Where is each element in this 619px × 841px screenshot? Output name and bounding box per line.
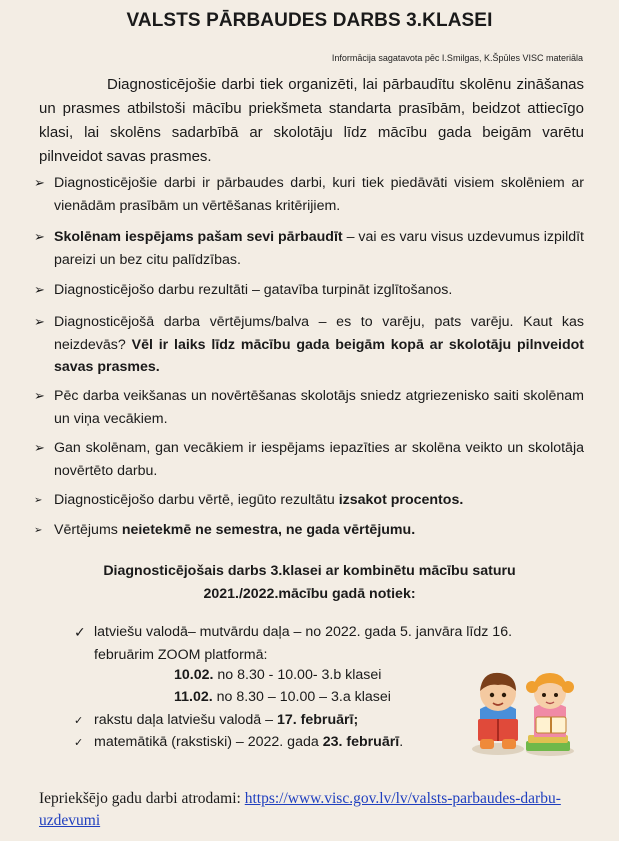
checkmark-icon: ✓: [74, 624, 86, 640]
checkmark-icon: ✓: [74, 715, 84, 727]
archive-link[interactable]: https://www.visc.gov.lv/lv/valsts-parbaudes-darbu-uzdevumi: [39, 790, 561, 829]
check-item: ✓ rakstu daļa latviešu valodā – 17. februārī;: [94, 709, 564, 732]
bullet-item: ➢ Diagnosticējošie darbi ir pārbaudes darbi, kuri tiek piedāvāti visiem skolēniem ar vienādām prasībām un vērtēšanas kritērijiem.: [54, 172, 584, 217]
bullet-item: ➢ Diagnosticējošo darbu rezultāti – gatavība turpināt izglītošanos.: [54, 279, 584, 302]
arrow-bullet-icon: ➢: [34, 282, 45, 297]
schedule-heading-line1: Diagnosticējošais darbs 3.klasei ar kombinētu mācību saturu: [103, 563, 516, 579]
arrow-bullet-icon: ➢: [34, 440, 45, 455]
intro-paragraph: Diagnosticējošie darbi tiek organizēti, lai pārbaudītu skolēnu zināšanas un prasmes atbilstoši mācību priekšmeta standarta prasībām, beidzot attiecīgo klasi, lai skolēns sadarbībā ar skolotāju līdz mācību gada beigām varētu pilnveidot savas prasmes.: [39, 76, 584, 165]
girl-figure: [526, 673, 574, 756]
arrow-bullet-icon: ➢: [34, 229, 45, 244]
reading-kids-illustration: [466, 667, 578, 757]
arrow-bullet-icon: ➢: [34, 525, 43, 536]
check-item: ✓ matemātikā (rakstiski) – 2022. gada 23. februārī.: [94, 731, 564, 754]
session-line: 10.02. no 8.30 - 10.00- 3.b klasei: [174, 667, 382, 683]
check-item: ✓ latviešu valodā– mutvārdu daļa – no 2022. gada 5. janvāra līdz 16. februārim ZOOM platformā:: [94, 621, 564, 666]
schedule-heading-line2: 2021./2022.mācību gadā notiek:: [203, 586, 416, 602]
footer-note: Iepriekšējo gadu darbi atrodami: https://www.visc.gov.lv/lv/valsts-parbaudes-darbu-uzdevumi: [39, 790, 561, 829]
arrow-bullet-icon: ➢: [34, 388, 45, 403]
boy-figure: [472, 673, 524, 755]
bullet-item: ➢ Gan skolēnam, gan vecākiem ir iespējams iepazīties ar skolēna veikto un skolotāja novērtēto darbu.: [54, 437, 584, 482]
checkmark-icon: ✓: [74, 737, 84, 749]
session-line: 11.02. no 8.30 – 10.00 – 3.a klasei: [174, 689, 391, 705]
source-note: Informācija sagatavota pēc I.Smilgas, K.Špūles VISC materiāla: [331, 53, 583, 63]
bullet-item: ➢ Pēc darba veikšanas un novērtēšanas skolotājs sniedz atgriezenisko saiti skolēnam un viņa vecākiem.: [54, 385, 584, 430]
bullet-item: ➢ Vērtējums neietekmē ne semestra, ne gada vērtējumu.: [54, 519, 584, 542]
arrow-bullet-icon: ➢: [34, 314, 45, 329]
page-title: VALSTS PĀRBAUDES DARBS 3.KLASEI: [126, 10, 493, 31]
bullet-item: ➢ Diagnosticējošo darbu vērtē, iegūto rezultātu izsakot procentos.: [54, 489, 584, 512]
bullet-item: ➢ Diagnosticējošā darba vērtējums/balva – es to varēju, pats varēju. Kaut kas neizdevās? Vēl ir laiks līdz mācību gada beigām kopā ar skolotāju pilnveidot savas prasmes.: [54, 311, 584, 379]
arrow-bullet-icon: ➢: [34, 495, 43, 506]
bullet-item: ➢ Skolēnam iespējams pašam sevi pārbaudīt – vai es varu visus uzdevumus izpildīt pareizi un bez citu palīdzības.: [54, 226, 584, 271]
arrow-bullet-icon: ➢: [34, 175, 45, 190]
